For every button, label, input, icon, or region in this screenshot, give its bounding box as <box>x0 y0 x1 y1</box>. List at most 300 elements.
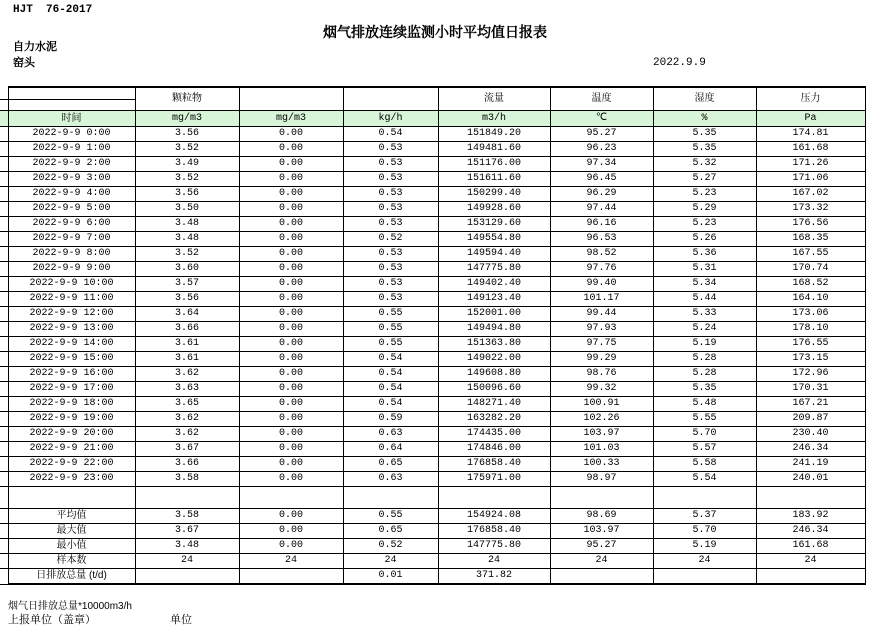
value-cell: 0.53 <box>343 142 438 157</box>
table-row <box>0 187 865 202</box>
value-cell: 209.87 <box>756 412 865 427</box>
row-stub <box>0 367 8 382</box>
value-cell: 0.53 <box>343 202 438 217</box>
value-cell: 96.29 <box>550 187 653 202</box>
row-stub <box>0 202 8 217</box>
value-cell: 98.69 <box>550 509 653 524</box>
value-cell: 151849.20 <box>438 127 550 142</box>
value-cell: 167.21 <box>756 397 865 412</box>
value-cell: 170.31 <box>756 382 865 397</box>
value-cell: 5.36 <box>653 247 756 262</box>
row-label-cell: 2022-9-9 21:00 <box>8 442 135 457</box>
row-stub <box>0 142 8 157</box>
value-cell: 5.37 <box>653 509 756 524</box>
value-cell: 149554.80 <box>438 232 550 247</box>
value-cell: 0.00 <box>239 292 343 307</box>
value-cell: 183.92 <box>756 509 865 524</box>
value-cell: 99.44 <box>550 307 653 322</box>
value-cell: 149594.40 <box>438 247 550 262</box>
company-name: 自力水泥 <box>13 41 57 53</box>
value-cell: 5.35 <box>653 382 756 397</box>
value-cell: 167.55 <box>756 247 865 262</box>
table-row <box>0 457 865 472</box>
value-cell: 0.54 <box>343 397 438 412</box>
value-cell: 5.33 <box>653 307 756 322</box>
unit-cell: mg/m3 <box>239 111 343 127</box>
value-cell: 149928.60 <box>438 202 550 217</box>
table-row <box>0 367 865 382</box>
row-label-cell: 日排放总量 (t/d) <box>8 569 135 585</box>
value-cell: 172.96 <box>756 367 865 382</box>
value-cell: 3.67 <box>135 524 239 539</box>
row-stub <box>0 457 8 472</box>
value-cell: 149123.40 <box>438 292 550 307</box>
value-cell: 0.00 <box>239 232 343 247</box>
value-cell: 0.00 <box>239 127 343 142</box>
value-cell: 0.65 <box>343 524 438 539</box>
row-label-cell: 2022-9-9 3:00 <box>8 172 135 187</box>
value-cell: 241.19 <box>756 457 865 472</box>
header-cell-particulate: 颗粒物 <box>135 87 239 111</box>
value-cell: 0.00 <box>239 509 343 524</box>
value-cell: 0.54 <box>343 127 438 142</box>
value-cell: 5.28 <box>653 352 756 367</box>
value-cell: 99.29 <box>550 352 653 367</box>
row-label-cell: 2022-9-9 23:00 <box>8 472 135 487</box>
header-cell-humidity: 湿度 <box>653 87 756 111</box>
value-cell: 174846.00 <box>438 442 550 457</box>
value-cell: 5.70 <box>653 524 756 539</box>
value-cell: 0.53 <box>343 172 438 187</box>
table-row <box>0 157 865 172</box>
row-stub <box>0 524 8 539</box>
table-row <box>0 442 865 457</box>
value-cell: 3.50 <box>135 202 239 217</box>
value-cell: 167.02 <box>756 187 865 202</box>
value-cell: 0.00 <box>239 352 343 367</box>
value-cell: 0.54 <box>343 352 438 367</box>
value-cell: 3.56 <box>135 127 239 142</box>
row-label-cell: 2022-9-9 10:00 <box>8 277 135 292</box>
value-cell: 3.62 <box>135 367 239 382</box>
table-row <box>0 337 865 352</box>
value-cell: 147775.80 <box>438 539 550 554</box>
unit-cell: kg/h <box>343 111 438 127</box>
value-cell: 100.33 <box>550 457 653 472</box>
value-cell: 97.34 <box>550 157 653 172</box>
header-cell-blank <box>8 87 135 99</box>
value-cell: 0.55 <box>343 337 438 352</box>
value-cell: 97.44 <box>550 202 653 217</box>
value-cell: 0.00 <box>239 524 343 539</box>
value-cell: 96.23 <box>550 142 653 157</box>
value-cell: 5.19 <box>653 337 756 352</box>
table-row <box>0 472 865 487</box>
header-cell-pressure: 压力 <box>756 87 865 111</box>
value-cell: 246.34 <box>756 524 865 539</box>
value-cell: 95.27 <box>550 539 653 554</box>
row-stub <box>0 427 8 442</box>
value-cell: 151611.60 <box>438 172 550 187</box>
value-cell: 161.68 <box>756 142 865 157</box>
value-cell: 3.48 <box>135 539 239 554</box>
value-cell: 147775.80 <box>438 262 550 277</box>
row-stub <box>0 157 8 172</box>
row-label-cell <box>8 487 135 509</box>
value-cell: 3.60 <box>135 262 239 277</box>
table-row <box>0 397 865 412</box>
value-cell: 0.00 <box>239 539 343 554</box>
row-label-cell: 2022-9-9 12:00 <box>8 307 135 322</box>
value-cell: 0.00 <box>239 367 343 382</box>
value-cell: 176.56 <box>756 217 865 232</box>
value-cell: 5.44 <box>653 292 756 307</box>
value-cell: 0.59 <box>343 412 438 427</box>
unit-header-row <box>0 111 865 127</box>
value-cell: 0.00 <box>239 382 343 397</box>
value-cell: 0.00 <box>239 157 343 172</box>
value-cell: 0.00 <box>239 277 343 292</box>
value-cell: 5.19 <box>653 539 756 554</box>
value-cell: 0.00 <box>239 172 343 187</box>
value-cell: 5.54 <box>653 472 756 487</box>
value-cell: 24 <box>135 554 239 569</box>
row-label-cell: 2022-9-9 22:00 <box>8 457 135 472</box>
value-cell: 0.00 <box>239 142 343 157</box>
summary-row <box>0 554 865 569</box>
report-date: 2022.9.9 <box>653 57 706 69</box>
row-label-cell: 2022-9-9 1:00 <box>8 142 135 157</box>
value-cell: 0.53 <box>343 187 438 202</box>
header-cell-flow: 流量 <box>438 87 550 111</box>
table-row <box>0 247 865 262</box>
row-label-cell: 2022-9-9 4:00 <box>8 187 135 202</box>
table-row <box>0 217 865 232</box>
value-cell: 24 <box>756 554 865 569</box>
value-cell: 3.48 <box>135 217 239 232</box>
value-cell: 0.55 <box>343 509 438 524</box>
spacer-row <box>0 487 865 509</box>
value-cell: 173.32 <box>756 202 865 217</box>
value-cell: 0.01 <box>343 569 438 585</box>
value-cell: 101.17 <box>550 292 653 307</box>
value-cell: 149402.40 <box>438 277 550 292</box>
value-cell: 149608.80 <box>438 367 550 382</box>
row-label-cell: 2022-9-9 13:00 <box>8 322 135 337</box>
row-label-cell: 2022-9-9 19:00 <box>8 412 135 427</box>
value-cell: 5.34 <box>653 277 756 292</box>
value-cell: 3.61 <box>135 337 239 352</box>
value-cell: 148271.40 <box>438 397 550 412</box>
value-cell: 97.93 <box>550 322 653 337</box>
value-cell: 95.27 <box>550 127 653 142</box>
value-cell: 3.57 <box>135 277 239 292</box>
value-cell: 151176.00 <box>438 157 550 172</box>
row-label-cell: 2022-9-9 7:00 <box>8 232 135 247</box>
table-row <box>0 262 865 277</box>
unit-cell: mg/m3 <box>135 111 239 127</box>
value-cell: 5.32 <box>653 157 756 172</box>
table-row <box>0 142 865 157</box>
value-cell: 176.55 <box>756 337 865 352</box>
value-cell <box>550 569 653 585</box>
value-cell: 5.57 <box>653 442 756 457</box>
row-stub <box>0 322 8 337</box>
value-cell: 3.61 <box>135 352 239 367</box>
header-cell-blank <box>239 87 343 111</box>
value-cell: 3.62 <box>135 412 239 427</box>
value-cell: 96.53 <box>550 232 653 247</box>
table-row <box>0 307 865 322</box>
value-cell <box>239 569 343 585</box>
value-cell: 0.00 <box>239 472 343 487</box>
value-cell: 0.00 <box>239 262 343 277</box>
table-row <box>0 127 865 142</box>
value-cell <box>239 487 343 509</box>
value-cell: 5.24 <box>653 322 756 337</box>
value-cell: 246.34 <box>756 442 865 457</box>
row-stub <box>0 187 8 202</box>
data-rows <box>0 127 865 585</box>
table-row <box>0 87 865 99</box>
row-stub <box>0 99 8 111</box>
value-cell: 150096.60 <box>438 382 550 397</box>
row-stub <box>0 554 8 569</box>
value-cell: 3.67 <box>135 442 239 457</box>
row-label-cell: 2022-9-9 2:00 <box>8 157 135 172</box>
value-cell <box>135 487 239 509</box>
row-stub <box>0 569 8 585</box>
value-cell: 149481.60 <box>438 142 550 157</box>
location-label: 窑头 <box>13 57 35 69</box>
value-cell: 0.00 <box>239 247 343 262</box>
header-cell-blank <box>8 99 135 111</box>
value-cell: 175971.00 <box>438 472 550 487</box>
value-cell <box>653 487 756 509</box>
value-cell: 0.52 <box>343 539 438 554</box>
value-cell <box>550 487 653 509</box>
row-label-cell: 2022-9-9 17:00 <box>8 382 135 397</box>
unit-label: 单位 <box>170 614 192 626</box>
value-cell: 99.40 <box>550 277 653 292</box>
value-cell: 5.55 <box>653 412 756 427</box>
value-cell: 168.52 <box>756 277 865 292</box>
value-cell: 0.00 <box>239 187 343 202</box>
value-cell: 0.00 <box>239 412 343 427</box>
value-cell: 24 <box>653 554 756 569</box>
value-cell: 240.01 <box>756 472 865 487</box>
value-cell <box>343 487 438 509</box>
row-stub <box>0 382 8 397</box>
value-cell: 171.06 <box>756 172 865 187</box>
value-cell: 173.06 <box>756 307 865 322</box>
value-cell: 3.65 <box>135 397 239 412</box>
footer-note: 烟气日排放总量*10000m3/h <box>8 601 132 612</box>
row-stub <box>0 262 8 277</box>
value-cell: 0.00 <box>239 427 343 442</box>
value-cell: 24 <box>343 554 438 569</box>
value-cell: 3.56 <box>135 187 239 202</box>
value-cell: 97.76 <box>550 262 653 277</box>
row-label-cell: 平均值 <box>8 509 135 524</box>
value-cell: 0.64 <box>343 442 438 457</box>
value-cell: 103.97 <box>550 524 653 539</box>
value-cell: 0.53 <box>343 157 438 172</box>
value-cell: 98.76 <box>550 367 653 382</box>
value-cell: 174.81 <box>756 127 865 142</box>
value-cell: 24 <box>550 554 653 569</box>
value-cell: 152001.00 <box>438 307 550 322</box>
value-cell: 371.82 <box>438 569 550 585</box>
value-cell <box>756 569 865 585</box>
value-cell: 149022.00 <box>438 352 550 367</box>
value-cell: 3.52 <box>135 172 239 187</box>
report-title: 烟气排放连续监测小时平均值日报表 <box>323 24 547 40</box>
row-stub <box>0 127 8 142</box>
value-cell: 5.70 <box>653 427 756 442</box>
value-cell: 3.58 <box>135 509 239 524</box>
value-cell: 3.58 <box>135 472 239 487</box>
row-stub <box>0 337 8 352</box>
value-cell: 5.28 <box>653 367 756 382</box>
value-cell: 0.53 <box>343 217 438 232</box>
value-cell: 0.63 <box>343 427 438 442</box>
value-cell: 3.52 <box>135 247 239 262</box>
unit-cell-time: 时间 <box>8 111 135 127</box>
unit-cell: ℃ <box>550 111 653 127</box>
unit-cell: Pa <box>756 111 865 127</box>
value-cell: 3.63 <box>135 382 239 397</box>
value-cell: 3.62 <box>135 427 239 442</box>
row-stub <box>0 509 8 524</box>
row-stub <box>0 232 8 247</box>
row-label-cell: 2022-9-9 14:00 <box>8 337 135 352</box>
row-stub <box>0 472 8 487</box>
value-cell <box>653 569 756 585</box>
value-cell: 174435.00 <box>438 427 550 442</box>
value-cell: 98.97 <box>550 472 653 487</box>
value-cell: 0.55 <box>343 322 438 337</box>
row-label-cell: 2022-9-9 6:00 <box>8 217 135 232</box>
table-row <box>0 322 865 337</box>
summary-row <box>0 509 865 524</box>
table-row <box>0 277 865 292</box>
row-stub <box>0 217 8 232</box>
summary-row <box>0 539 865 554</box>
value-cell: 176858.40 <box>438 524 550 539</box>
value-cell: 3.48 <box>135 232 239 247</box>
value-cell: 24 <box>239 554 343 569</box>
value-cell: 0.53 <box>343 277 438 292</box>
value-cell: 164.10 <box>756 292 865 307</box>
row-label-cell: 2022-9-9 5:00 <box>8 202 135 217</box>
row-label-cell: 2022-9-9 18:00 <box>8 397 135 412</box>
value-cell: 154924.08 <box>438 509 550 524</box>
row-stub <box>0 412 8 427</box>
unit-cell: m3/h <box>438 111 550 127</box>
value-cell: 99.32 <box>550 382 653 397</box>
value-cell: 150299.40 <box>438 187 550 202</box>
row-stub <box>0 487 8 509</box>
value-cell: 5.31 <box>653 262 756 277</box>
row-stub <box>0 87 8 99</box>
value-cell: 0.00 <box>239 457 343 472</box>
value-cell: 5.23 <box>653 187 756 202</box>
value-cell <box>135 569 239 585</box>
value-cell: 149494.80 <box>438 322 550 337</box>
value-cell: 168.35 <box>756 232 865 247</box>
value-cell: 3.66 <box>135 322 239 337</box>
row-stub <box>0 539 8 554</box>
row-label-cell: 最大值 <box>8 524 135 539</box>
value-cell: 0.53 <box>343 247 438 262</box>
value-cell: 0.53 <box>343 292 438 307</box>
value-cell: 96.45 <box>550 172 653 187</box>
row-label-cell: 最小值 <box>8 539 135 554</box>
table-row <box>0 292 865 307</box>
value-cell: 161.68 <box>756 539 865 554</box>
value-cell: 0.54 <box>343 367 438 382</box>
header-cell-temperature: 温度 <box>550 87 653 111</box>
value-cell: 98.52 <box>550 247 653 262</box>
row-stub <box>0 397 8 412</box>
value-cell: 5.58 <box>653 457 756 472</box>
value-cell: 0.54 <box>343 382 438 397</box>
value-cell: 0.00 <box>239 322 343 337</box>
value-cell: 3.66 <box>135 457 239 472</box>
value-cell: 3.52 <box>135 142 239 157</box>
table-row <box>0 172 865 187</box>
header-cell-blank <box>343 87 438 111</box>
value-cell: 100.91 <box>550 397 653 412</box>
row-label-cell: 2022-9-9 16:00 <box>8 367 135 382</box>
value-cell: 151363.80 <box>438 337 550 352</box>
row-stub <box>0 172 8 187</box>
value-cell: 5.26 <box>653 232 756 247</box>
value-cell: 24 <box>438 554 550 569</box>
value-cell: 5.35 <box>653 142 756 157</box>
row-label-cell: 2022-9-9 9:00 <box>8 262 135 277</box>
value-cell: 5.23 <box>653 217 756 232</box>
row-label-cell: 2022-9-9 11:00 <box>8 292 135 307</box>
value-cell: 230.40 <box>756 427 865 442</box>
summary-row <box>0 524 865 539</box>
summary-row <box>0 569 865 585</box>
row-stub <box>0 442 8 457</box>
value-cell: 0.00 <box>239 307 343 322</box>
value-cell: 0.55 <box>343 307 438 322</box>
value-cell <box>438 487 550 509</box>
row-stub <box>0 292 8 307</box>
value-cell: 171.26 <box>756 157 865 172</box>
value-cell: 3.56 <box>135 292 239 307</box>
value-cell: 103.97 <box>550 427 653 442</box>
value-cell <box>756 487 865 509</box>
table-row <box>0 412 865 427</box>
row-stub <box>0 111 8 127</box>
table-row <box>0 352 865 367</box>
value-cell: 101.03 <box>550 442 653 457</box>
value-cell: 96.16 <box>550 217 653 232</box>
value-cell: 0.00 <box>239 217 343 232</box>
row-stub <box>0 307 8 322</box>
table-row <box>0 427 865 442</box>
value-cell: 97.75 <box>550 337 653 352</box>
row-label-cell: 2022-9-9 15:00 <box>8 352 135 367</box>
value-cell: 173.15 <box>756 352 865 367</box>
value-cell: 5.29 <box>653 202 756 217</box>
value-cell: 0.00 <box>239 442 343 457</box>
